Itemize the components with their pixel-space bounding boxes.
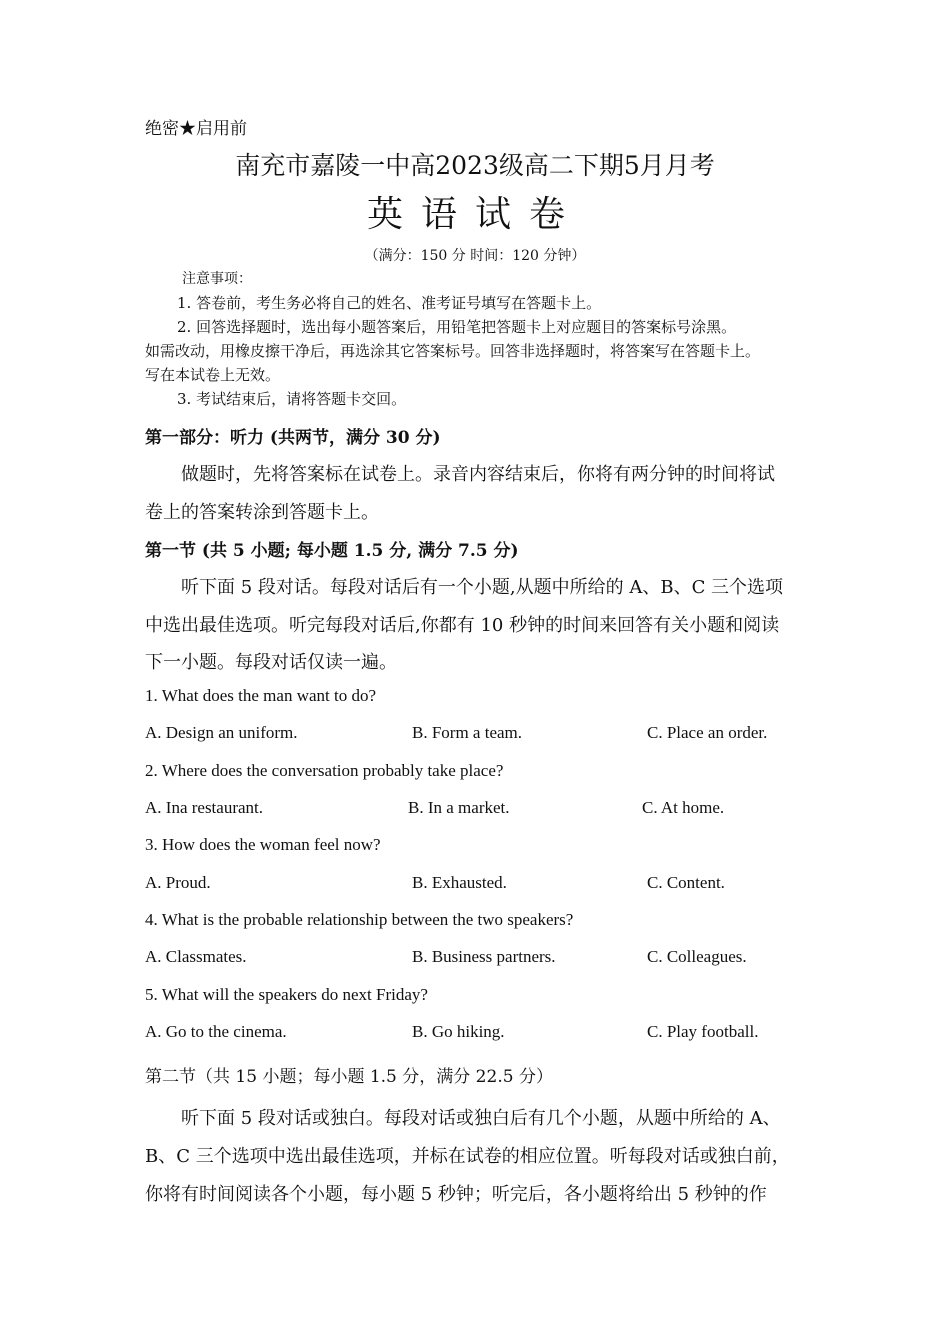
score-time: （满分：150 分 时间：120 分钟） [364,248,586,264]
option-2c: C. At home. [642,798,725,817]
question-4: 4. What is the probable relationship between the two speakers? [145,910,574,929]
subject-title: 英语试卷 [366,194,583,235]
question-2: 2. Where does the conversation probably take place? [145,761,504,780]
section1-instr-line-1: 听下面 5 段对话。每段对话后有一个小题,从题中所给的 A、B、C 三个选项 [181,577,784,598]
notes-heading: 注意事项： [182,271,252,287]
secret-mark: 绝密★启用前 [145,119,247,139]
option-1c: C. Place an order. [647,723,768,742]
note-item-1: 1. 答卷前，考生务必将自己的姓名、准考证号填写在答题卡上。 [177,294,602,312]
note-item-2-line-1: 2. 回答选择题时，选出每小题答案后，用铅笔把答题卡上对应题目的答案标号涂黑。 [177,318,737,336]
question-5: 5. What will the speakers do next Friday? [145,985,428,1004]
option-5a: A. Go to the cinema. [145,1022,287,1041]
option-5b: B. Go hiking. [412,1022,505,1041]
option-4a: A. Classmates. [145,947,247,966]
part1-heading: 第一部分：听力 (共两节，满分 30 分) [145,428,441,448]
option-3b: B. Exhausted. [412,873,507,892]
option-3a: A. Proud. [145,873,211,892]
note-item-2-line-2: 如需改动，用橡皮擦干净后，再选涂其它答案标号。回答非选择题时，将答案写在答题卡上。 [145,342,761,360]
option-2b: B. In a market. [408,798,510,817]
part1-instr-line-1: 做题时，先将答案标在试卷上。录音内容结束后，你将有两分钟的时间将试 [181,464,775,485]
section1-instr-line-3: 下一小题。每段对话仅读一遍。 [145,652,397,673]
option-4c: C. Colleagues. [647,947,747,966]
option-5c: C. Play football. [647,1022,759,1041]
section2-instr-line-1: 听下面 5 段对话或独白。每段对话或独白后有几个小题，从题中所给的 A、 [181,1108,781,1129]
section1-heading: 第一节 (共 5 小题; 每小题 1.5 分, 满分 7.5 分) [145,541,519,561]
option-3c: C. Content. [647,873,725,892]
exam-title: 南充市嘉陵一中高2023级高二下期5月月考 [235,151,715,180]
section2-instr-line-2: B、C 三个选项中选出最佳选项，并标在试卷的相应位置。听每段对话或独白前， [145,1146,790,1167]
note-item-2-line-3: 写在本试卷上无效。 [145,366,281,384]
part1-instr-line-2: 卷上的答案转涂到答题卡上。 [145,502,379,523]
section1-instr-line-2: 中选出最佳选项。听完每段对话后,你都有 10 秒钟的时间来回答有关小题和阅读 [145,615,780,636]
question-1: 1. What does the man want to do? [145,686,377,705]
option-2a: A. Ina restaurant. [145,798,264,817]
note-item-3: 3. 考试结束后，请将答题卡交回。 [177,390,407,408]
section2-instr-line-3: 你将有时间阅读各个小题，每小题 5 秒钟；听完后，各小题将给出 5 秒钟的作 [145,1184,767,1205]
option-1b: B. Form a team. [412,723,523,742]
option-1a: A. Design an uniform. [145,723,298,742]
question-3: 3. How does the woman feel now? [145,835,381,854]
section2-heading: 第二节（共 15 小题；每小题 1.5 分，满分 22.5 分） [145,1067,553,1087]
option-4b: B. Business partners. [412,947,556,966]
